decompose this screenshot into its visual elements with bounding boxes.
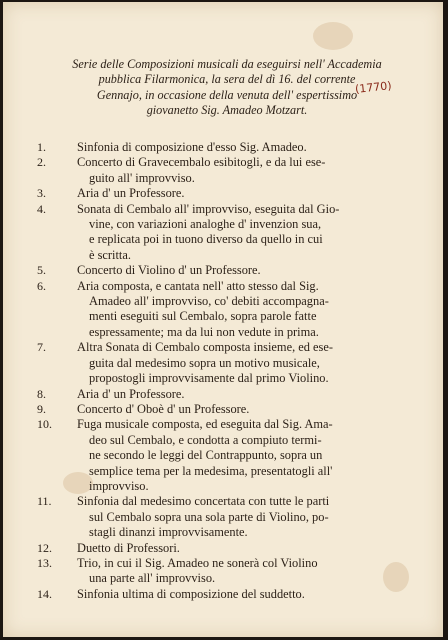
- program-item: [37, 587, 407, 602]
- program-header: [47, 57, 407, 119]
- item-number: 9.: [37, 401, 46, 416]
- header-line: pubblica Filarmonica, la sera del dì 16. del corrente: [98, 72, 356, 87]
- program-item: [37, 402, 407, 417]
- foxing-stain: [313, 22, 353, 50]
- item-text-line: Trio, in cui il Sig. Amadeo ne sonerà col Violino: [77, 555, 318, 570]
- item-number: 11.: [37, 494, 52, 509]
- item-number: 10.: [37, 417, 52, 432]
- item-number: 7.: [37, 340, 46, 355]
- item-text-line: guito all' improvviso.: [89, 170, 195, 185]
- item-text-line: semplice tema per la medesima, presentatogli all': [89, 463, 333, 478]
- program-list: [37, 140, 407, 602]
- header-line: Serie delle Composizioni musicali da eseguirsi nell' Accademia: [72, 57, 382, 71]
- item-text-line: una parte all' improvviso.: [89, 571, 216, 586]
- document-page: [3, 2, 443, 637]
- program-item: [37, 494, 407, 540]
- pencil-annotation: (1770): [354, 79, 393, 96]
- item-text-line: stagli dinanzi improvvisamente.: [89, 525, 248, 540]
- item-text-line: espressamente; ma da lui non vedute in prima.: [89, 324, 319, 339]
- header-line: giovanetto Sig. Amadeo Motzart.: [146, 103, 308, 118]
- item-text-line: improvviso.: [89, 478, 149, 493]
- item-text-line: Sinfonia di composizione d'esso Sig. Amadeo.: [77, 140, 307, 154]
- program-item: [37, 155, 407, 186]
- program-item: [37, 340, 407, 386]
- item-number: 5.: [37, 263, 46, 278]
- program-item: [37, 202, 407, 264]
- item-number: 12.: [37, 540, 52, 555]
- header-line: Gennajo, in occasione della venuta dell' espertissimo: [96, 87, 358, 102]
- item-text-line: Aria d' un Professore.: [77, 186, 185, 201]
- program-item: [37, 263, 407, 278]
- item-text-line: guita dal medesimo sopra un motivo musicale,: [89, 355, 320, 370]
- item-number: 6.: [37, 278, 46, 293]
- program-item: [37, 186, 407, 201]
- item-number: 4.: [37, 201, 46, 216]
- item-text-line: Amadeo all' improvviso, co' debiti accompagna-: [89, 294, 329, 309]
- item-text-line: Sinfonia ultima di composizione del suddetto.: [77, 586, 305, 601]
- item-number: 13.: [37, 555, 52, 570]
- item-text-line: Aria composta, e cantata nell' atto stesso dal Sig.: [77, 278, 319, 293]
- item-text-line: e replicata poi in tuono diverso da quello in cui: [89, 232, 323, 247]
- item-text-line: propostogli improvvisamente dal primo Violino.: [89, 371, 329, 386]
- item-text-line: sul Cembalo sopra una sola parte di Violino, po-: [89, 509, 329, 524]
- item-text-line: è scritta.: [89, 247, 131, 262]
- item-text-line: Fuga musicale composta, ed eseguita dal Sig. Ama-: [77, 417, 333, 432]
- item-text-line: Sonata di Cembalo all' improvviso, eseguita dal Gio-: [77, 201, 340, 216]
- item-number: 14.: [37, 586, 52, 601]
- item-text-line: Aria d' un Professore.: [77, 386, 185, 401]
- program-item: [37, 140, 407, 155]
- program-item: [37, 387, 407, 402]
- item-text-line: deo sul Cembalo, e condotta a compiuto termi-: [89, 432, 322, 447]
- item-number: 3.: [37, 186, 46, 201]
- item-text-line: Concerto di Gravecembalo esibitogli, e da lui ese-: [77, 155, 326, 170]
- program-item: [37, 541, 407, 556]
- item-text-line: menti eseguiti sul Cembalo, sopra parole fatte: [89, 309, 317, 324]
- item-text-line: Sinfonia dal medesimo concertata con tutte le parti: [77, 494, 330, 509]
- item-text-line: Concerto di Violino d' un Professore.: [77, 263, 261, 278]
- item-number: 8.: [37, 386, 46, 401]
- item-number: 1.: [37, 140, 46, 154]
- item-text-line: Altra Sonata di Cembalo composta insieme, ed ese-: [77, 340, 334, 355]
- item-text-line: Duetto di Professori.: [77, 540, 180, 555]
- program-item: [37, 279, 407, 341]
- program-item: [37, 417, 407, 494]
- program-item: [37, 556, 407, 587]
- item-text-line: ne secondo le leggi del Contrappunto, sopra un: [89, 448, 323, 463]
- item-text-line: Concerto d' Oboè d' un Professore.: [77, 401, 250, 416]
- item-number: 2.: [37, 155, 46, 170]
- item-text-line: vine, con variazioni analoghe d' invenzion sua,: [89, 217, 322, 232]
